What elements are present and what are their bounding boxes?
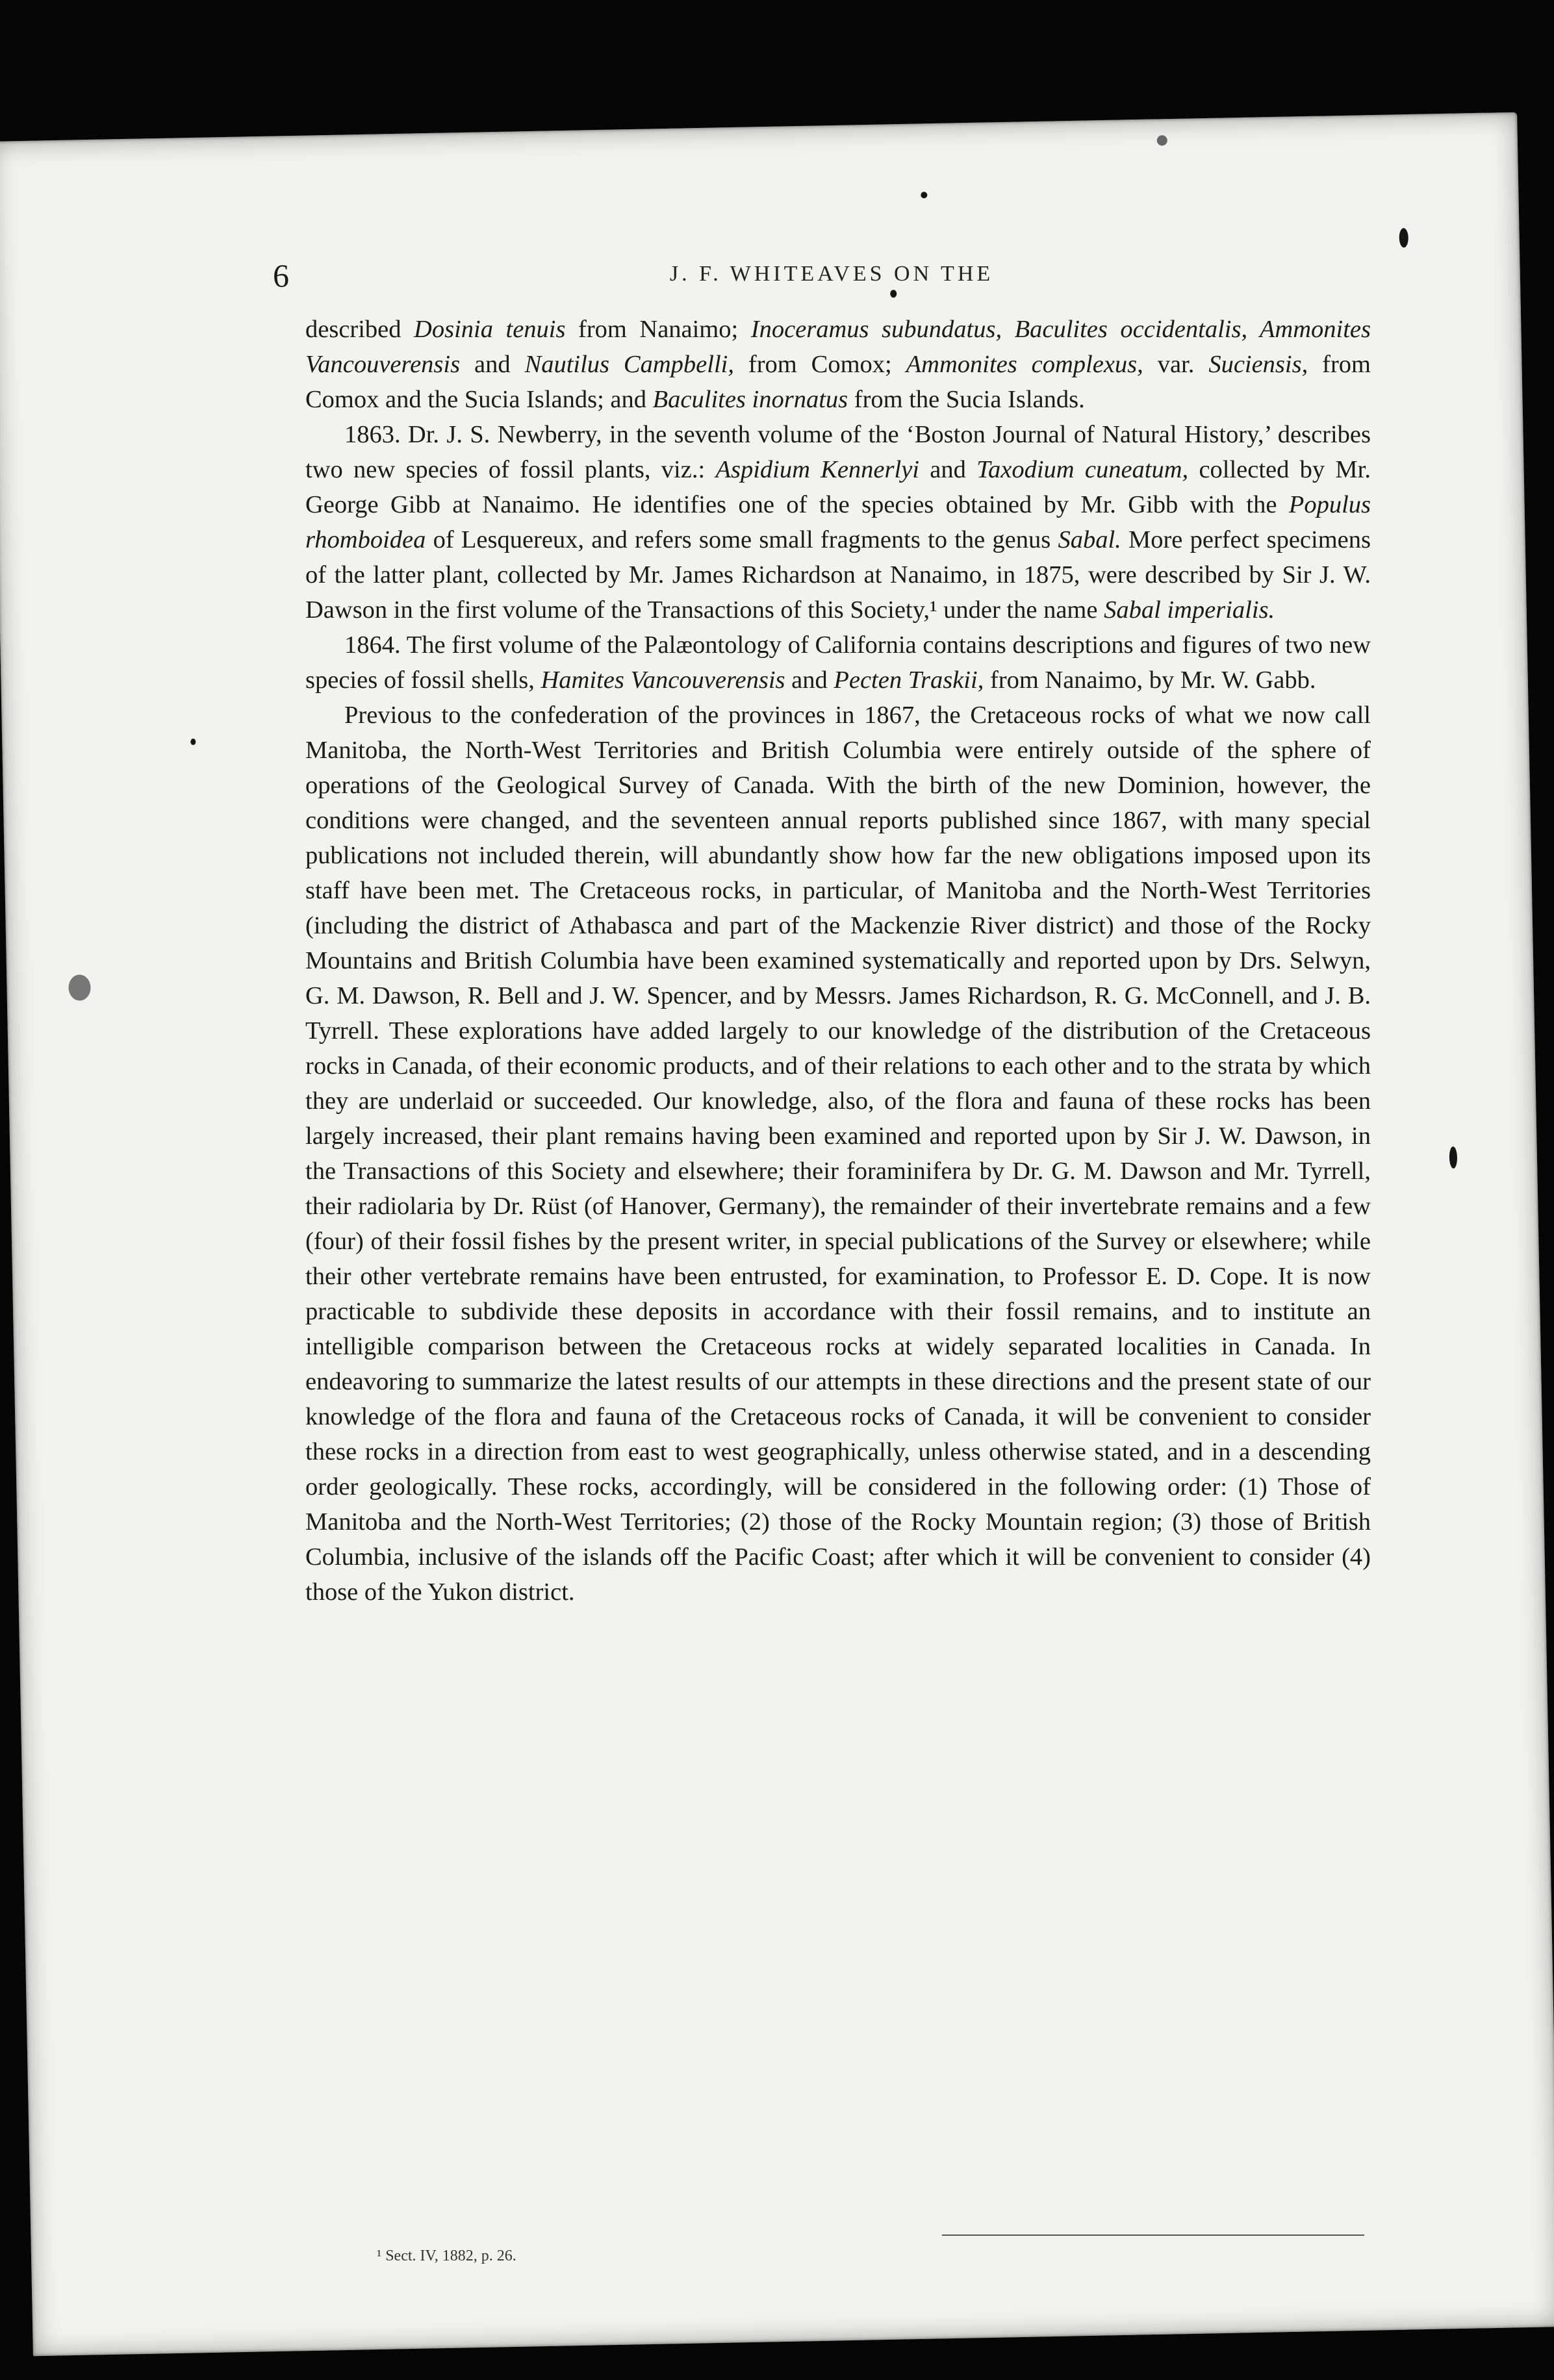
paragraph — [305, 627, 1371, 698]
dust-speck — [1157, 135, 1167, 146]
taxon-name: Taxodium cuneatum, — [976, 456, 1189, 483]
text-run: More perfect specimens of the latter plant, collected by Mr. James Richardson at Nanaimo, in 1875, were described by Sir J. W. Dawson in the first volume of the Transactions of this Society,¹ under the name — [305, 526, 1371, 624]
text-run: 1864. The first volume of the Palæontology of California contains descriptions and figures of two new species of fossil shells, — [305, 631, 1371, 694]
taxon-name: Aspidium Kennerlyi — [715, 456, 919, 483]
dust-speck — [1399, 228, 1408, 247]
taxon-name: Baculites inornatus — [652, 386, 848, 413]
footnote: ¹ Sect. IV, 1882, p. 26. — [377, 2247, 516, 2264]
text-run: 1863. Dr. J. S. Newberry, in the seventh volume of the ‘Boston Journal of Natural History,’ describes two new species of fossil plants, viz.: — [305, 421, 1371, 483]
text-run: and — [460, 351, 525, 378]
taxon-name: Ammonites complexus, — [906, 351, 1143, 378]
paragraph — [305, 312, 1371, 417]
text-run: from the Sucia Islands. — [848, 386, 1085, 413]
text-run: and — [919, 456, 977, 483]
text-run: from Comox and the Sucia Islands; and — [305, 351, 1371, 413]
page-header — [273, 257, 1390, 296]
text-run: var. — [1143, 351, 1209, 378]
dust-speck — [68, 974, 91, 1001]
dust-speck — [1449, 1146, 1458, 1169]
body-text — [305, 312, 1371, 1610]
paragraph — [305, 417, 1371, 627]
taxon-name: Nautilus Campbelli, — [524, 351, 734, 378]
text-run: from Nanaimo; — [565, 316, 751, 343]
text-run: from Nanaimo, by Mr. W. Gabb. — [984, 666, 1316, 694]
taxon-name: Hamites Vancouverensis — [541, 666, 785, 694]
taxon-name: Pecten Traskii, — [834, 666, 984, 694]
running-head: J. F. WHITEAVES ON THE — [669, 262, 994, 286]
taxon-name: Sabal imperialis. — [1104, 596, 1275, 624]
dust-speck — [190, 739, 196, 745]
paragraph — [305, 698, 1371, 1610]
taxon-name: Suciensis, — [1208, 351, 1308, 378]
text-run: and — [785, 666, 834, 694]
text-run: described — [305, 316, 414, 343]
dust-speck — [921, 192, 927, 198]
page-number: 6 — [273, 257, 289, 294]
footnote-rule — [942, 2234, 1364, 2236]
text-run: Previous to the confederation of the provinces in 1867, the Cretaceous rocks of what we now call Manitoba, the North-West Territories and British Columbia were entirely outside of the sphere of operations of the Geological Survey of Canada. With the birth of the new Dominion, however, the conditions were changed, and the seventeen annual reports published since 1867, with many special publications not included therein, will abundantly show how far the new obligations imposed upon its staff have been met. The Cretaceous rocks, in particular, of Manitoba and the North-West Territories (including the district of Athabasca and part of the Mackenzie River district) and those of the Rocky Mountains and British Columbia have been examined systematically and reported upon by Drs. Selwyn, G. M. Dawson, R. Bell and J. W. Spencer, and by Messrs. James Richardson, R. G. McConnell, and J. B. Tyrrell. These explorations have added largely to our knowledge of the distribution of the Cretaceous rocks in Canada, of their economic products, and of their relations to each other and to the strata by which they are underlaid or succeeded. Our knowledge, also, of the flora and fauna of these rocks has been largely increased, their plant remains having been examined and reported upon by Sir J. W. Dawson, in the Transactions of this Society and elsewhere; their foraminifera by Dr. G. M. Dawson and Mr. Tyrrell, their radiolaria by Dr. Rüst (of Hanover, Germany), the remainder of their invertebrate remains and a few (four) of their fossil fishes by the present writer, in special publications of the Survey or elsewhere; while their other vertebrate remains have been entrusted, for examination, to Professor E. D. Cope. It is now practicable to subdivide these deposits in accordance with their fossil remains, and to institute an intelligible comparison between the Cretaceous rocks at widely separated localities in Canada. In endeavoring to summarize the latest results of our attempts in these directions and the present state of our knowledge of the flora and fauna of the Cretaceous rocks of Canada, it will be convenient to consider these rocks in a direction from east to west geographically, unless otherwise stated, and in a descending order geologically. These rocks, accordingly, will be considered in the following order: (1) Those of Manitoba and the North-West Territories; (2) those of the Rocky Mountain region; (3) those of British Columbia, inclusive of the islands off the Pacific Coast; after which it will be convenient to consider (4) those of the Yukon district. — [305, 702, 1371, 1606]
taxon-name: Inoceramus subundatus, Baculites occidentalis, Ammonites Vancouverensis — [305, 316, 1371, 378]
text-run: from Comox; — [733, 351, 906, 378]
text-run: of Lesquereux, and refers some small fragments to the genus — [426, 526, 1058, 553]
taxon-name: Populus rhomboidea — [305, 491, 1371, 553]
taxon-name: Sabal. — [1058, 526, 1121, 553]
text-run: collected by Mr. George Gibb at Nanaimo. He identifies one of the species obtained by Mr. Gibb with the — [305, 456, 1371, 518]
taxon-name: Dosinia tenuis — [414, 316, 566, 343]
